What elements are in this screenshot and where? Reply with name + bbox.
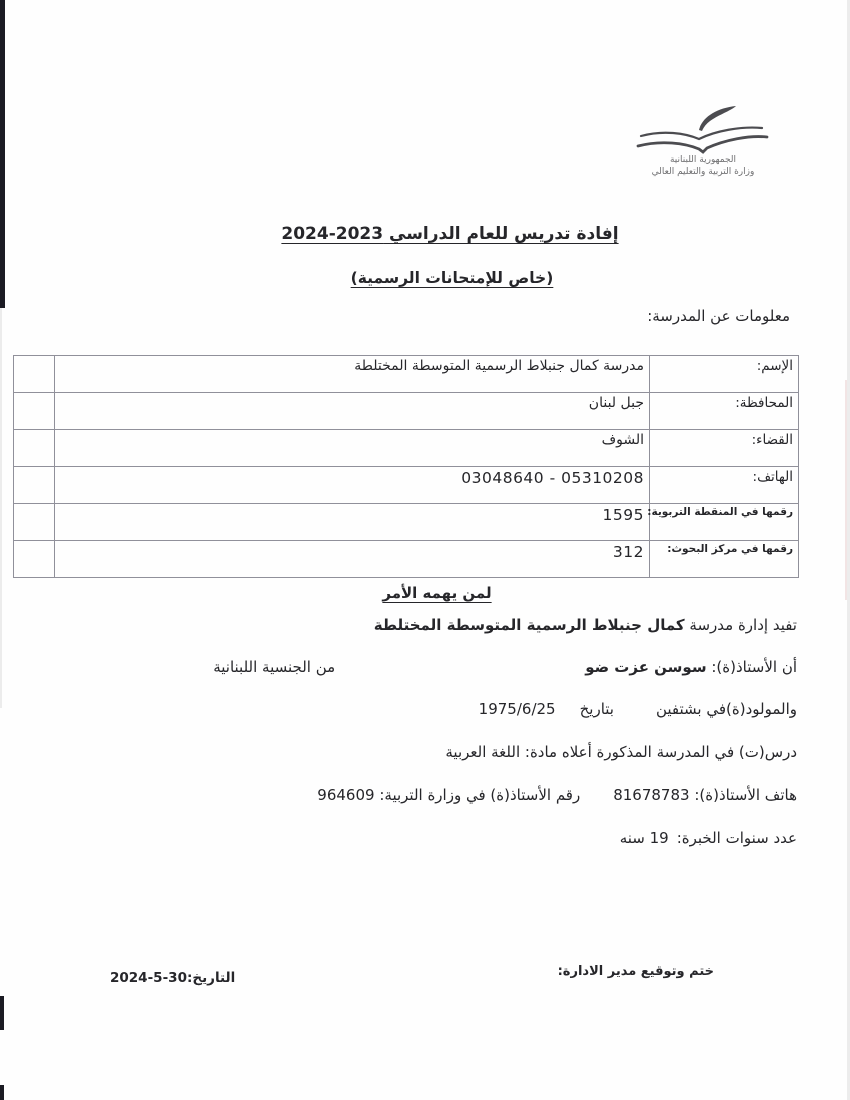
scan-artifact-left-bottom1 [0,996,4,1030]
letter-line-3 [479,700,797,718]
table-blank-cell [14,504,55,541]
teacher-phone-value: 81678783 [613,786,690,804]
teacher-name: سوسن عزت ضو [585,658,707,676]
row-label-district: القضاء: [650,430,799,467]
letter-line1-prefix: تفيد إدارة مدرسة [684,616,797,634]
date-value: 2024-5-30 [110,970,187,986]
experience-value: 19 سنه [619,829,669,847]
scan-artifact-left-bottom2 [0,1085,4,1100]
document-date [110,970,235,986]
row-label-research-number: رقمها في مركز البحوث: [650,541,799,578]
row-value-phone: 03048640 - 05310208 [461,469,644,487]
ministry-id-value: 964609 [317,786,375,804]
experience-label: عدد سنوات الخبرة: [676,829,797,847]
table-row [14,541,799,578]
row-label-name: الإسم: [650,356,799,393]
table-row [14,393,799,430]
table-row [14,504,799,541]
row-value-district: الشوف [55,430,650,467]
birthplace-text: والمولود(ة)في بشتفين [655,700,797,718]
school-info-heading: معلومات عن المدرسة: [647,307,790,325]
row-value-name: مدرسة كمال جنبلاط الرسمية المتوسطة المختلطة [55,356,650,393]
date-label: التاريخ: [186,970,236,986]
letter-line-2 [213,658,797,676]
nationality-text: من الجنسية اللبنانية [213,658,336,676]
stamp-signature-label: ختم وتوقيع مدير الادارة: [557,964,714,979]
table-row [14,430,799,467]
row-value-research-number: 312 [612,543,644,561]
table-row [14,467,799,504]
teacher-label: أن الأستاذ(ة): [706,658,797,676]
row-label-district-number: رقمها في المنقطة التربوية: [650,504,799,541]
row-label-phone: الهاتف: [650,467,799,504]
row-value-governorate: جبل لبنان [55,393,650,430]
school-name: كمال جنبلاط الرسمية المتوسطة المختلطة [373,616,685,634]
ministry-logo [628,104,778,178]
ministry-id-label: رقم الأستاذ(ة) في وزارة التربية: [379,786,581,804]
letter-line-5 [317,786,797,804]
scan-artifact-left-faint [0,308,2,708]
table-blank-cell [14,467,55,504]
birthdate-label: بتاريخ [579,700,614,718]
document-title [25,224,850,244]
logo-ministry-label: وزارة التربية والتعليم العالي [651,167,755,177]
letter-line-4: درس(ت) في المدرسة المذكورة أعلاه مادة: اللغة العربية [445,743,797,761]
open-book-logo-icon [633,104,773,154]
birthdate-value: 1975/6/25 [478,700,556,718]
school-info-table [13,355,799,578]
letter-heading: لمن يهمه الأمر [382,584,492,602]
teacher-phone-label: هاتف الأستاذ(ة): [694,786,797,804]
row-value-district-number: 1595 [602,506,644,524]
row-label-governorate: المحافظة: [650,393,799,430]
table-blank-cell [14,356,55,393]
table-blank-cell [14,393,55,430]
letter-line-6 [620,829,797,847]
table-row [14,356,799,393]
letter-line-1 [374,616,797,634]
table-blank-cell [14,430,55,467]
document-subtitle: (خاص للإمتحانات الرسمية) [350,269,554,287]
scan-artifact-left-top [0,0,5,308]
table-blank-cell [14,541,55,578]
document-title-text: إفادة تدريس للعام الدراسي [389,224,619,244]
logo-country-label: الجمهورية اللبنانية [669,155,737,165]
document-title-years: 2024-2023 [281,224,384,244]
